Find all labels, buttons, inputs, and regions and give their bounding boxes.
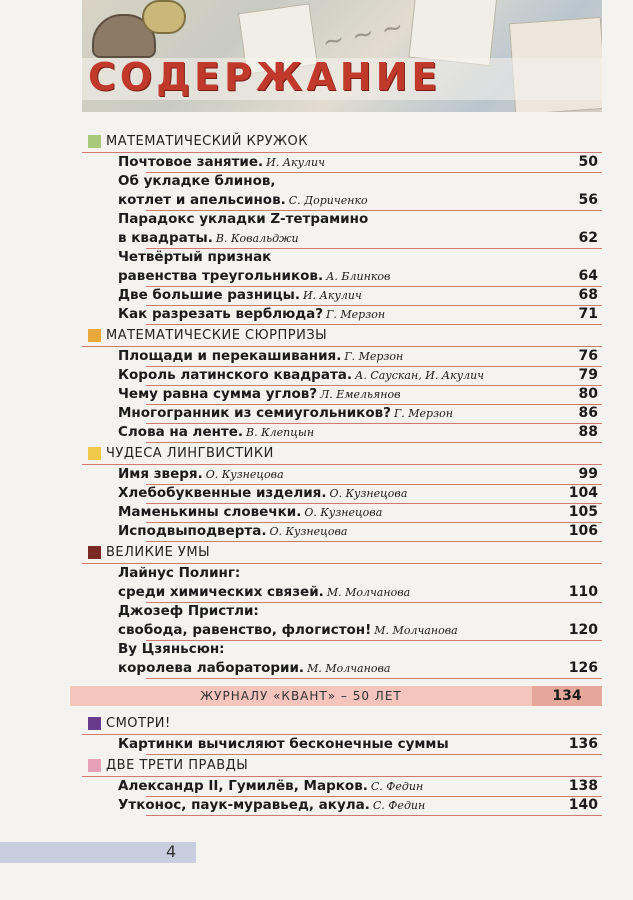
entry-list xyxy=(82,346,602,442)
section-header xyxy=(82,324,602,346)
entry-author: И. Акулич xyxy=(266,156,325,169)
collage-sketch: ~ ~ ~ xyxy=(319,11,407,59)
entry-author: А. Саускан, И. Акулич xyxy=(355,369,485,382)
entry-page-number: 62 xyxy=(578,230,598,246)
section-title: СМОТРИ! xyxy=(106,715,171,731)
section-header xyxy=(82,712,602,734)
entry-title-line: Как разрезать верблюда? xyxy=(118,306,324,322)
entry-author: М. Молчанова xyxy=(307,662,391,675)
toc-entry[interactable] xyxy=(118,347,602,366)
entry-page-number: 126 xyxy=(568,660,598,676)
entry-title xyxy=(118,210,538,248)
page-title: СОДЕРЖАНИЕ xyxy=(88,55,442,99)
entry-title-line: Джозеф Пристли: xyxy=(118,603,259,619)
entry-author: В. Клепцын xyxy=(246,426,315,439)
entry-author: О. Кузнецова xyxy=(329,487,408,500)
entry-title-line: Ву Цзяньсюн: xyxy=(118,641,225,657)
entry-page-number: 136 xyxy=(568,736,598,752)
section-color-marker xyxy=(88,546,101,559)
entry-title xyxy=(118,248,538,286)
toc-entry[interactable] xyxy=(118,484,602,503)
entry-page-number: 140 xyxy=(568,797,598,813)
entry-list xyxy=(82,776,602,815)
entry-author: Г. Мерзон xyxy=(326,308,386,321)
entry-author: Г. Мерзон xyxy=(344,350,404,363)
entry-page-number: 76 xyxy=(578,348,598,364)
section-color-marker xyxy=(88,329,101,342)
entry-title-line: котлет и апельсинов. xyxy=(118,192,286,208)
toc-entry[interactable] xyxy=(118,305,602,324)
toc-entry[interactable] xyxy=(118,423,602,442)
toc-entry[interactable] xyxy=(118,385,602,404)
entry-underline xyxy=(146,815,602,816)
entry-author: О. Кузнецова xyxy=(269,525,348,538)
entry-title xyxy=(118,503,538,522)
entry-title-line: среди химических связей. xyxy=(118,584,324,600)
toc-section xyxy=(82,541,602,678)
entry-author: М. Молчанова xyxy=(374,624,458,637)
entry-title-line: Четвёртый признак xyxy=(118,249,272,265)
entry-title-line: Слова на ленте. xyxy=(118,424,244,440)
entry-title-line: Многогранник из семиугольников? xyxy=(118,405,391,421)
section-header xyxy=(82,130,602,152)
entry-title xyxy=(118,777,538,796)
banner-title: ЖУРНАЛУ «КВАНТ» – 50 ЛЕТ xyxy=(200,689,402,703)
entry-page-number: 99 xyxy=(578,466,598,482)
section-title: МАТЕМАТИЧЕСКИЕ СЮРПРИЗЫ xyxy=(106,327,328,343)
entry-title-line: Исподвыподверта. xyxy=(118,523,267,539)
entry-page-number: 110 xyxy=(568,584,598,600)
entry-title xyxy=(118,385,538,404)
toc-entry[interactable] xyxy=(118,564,602,602)
banner-page-number: 134 xyxy=(532,686,602,706)
entry-page-number: 104 xyxy=(568,485,598,501)
entry-title-line: Александр II, Гумилёв, Марков. xyxy=(118,778,368,794)
entry-page-number: 79 xyxy=(578,367,598,383)
entry-author: В. Ковальджи xyxy=(215,232,299,245)
entry-author: О. Кузнецова xyxy=(205,468,284,481)
toc-entry[interactable] xyxy=(118,602,602,640)
toc-entry[interactable] xyxy=(118,248,602,286)
section-title: ДВЕ ТРЕТИ ПРАВДЫ xyxy=(106,757,249,773)
entry-title-line: в квадраты. xyxy=(118,230,213,246)
toc-entry[interactable] xyxy=(118,366,602,385)
entry-page-number: 68 xyxy=(578,287,598,303)
entry-page-number: 106 xyxy=(568,523,598,539)
entry-page-number: 64 xyxy=(578,268,598,284)
entry-title xyxy=(118,404,538,423)
toc-entry[interactable] xyxy=(118,172,602,210)
toc-section xyxy=(82,324,602,442)
entry-title xyxy=(118,286,538,305)
toc-entry[interactable] xyxy=(118,503,602,522)
section-header xyxy=(82,754,602,776)
page-number: 4 xyxy=(166,842,177,861)
section-header xyxy=(82,442,602,464)
toc-entry[interactable] xyxy=(118,735,602,754)
entry-title xyxy=(118,153,538,172)
entry-title-line: королева лаборатории. xyxy=(118,660,305,676)
entry-title-line: Утконос, паук-муравьед, акула. xyxy=(118,797,370,813)
entry-title xyxy=(118,640,538,678)
entry-page-number: 56 xyxy=(578,192,598,208)
toc-entry[interactable] xyxy=(118,796,602,815)
table-of-contents xyxy=(82,130,602,815)
entry-author: С. Федин xyxy=(370,780,424,793)
entry-title xyxy=(118,366,538,385)
toc-entry[interactable] xyxy=(118,640,602,678)
entry-page-number: 120 xyxy=(568,622,598,638)
entry-title xyxy=(118,172,538,210)
entry-page-number: 71 xyxy=(578,306,598,322)
entry-title xyxy=(118,564,538,602)
entry-title-line: Парадокс укладки Z-тетрамино xyxy=(118,211,369,227)
toc-entry[interactable] xyxy=(118,465,602,484)
entry-title-line: Хлебобуквенные изделия. xyxy=(118,485,327,501)
entry-author: С. Федин xyxy=(372,799,426,812)
entry-page-number: 88 xyxy=(578,424,598,440)
entry-author: О. Кузнецова xyxy=(304,506,383,519)
entry-title-line: Две большие разницы. xyxy=(118,287,300,303)
entry-list xyxy=(82,563,602,678)
entry-author: С. Дориченко xyxy=(288,194,368,207)
entry-list xyxy=(82,464,602,541)
entry-title-line: Король латинского квадрата. xyxy=(118,367,353,383)
entry-title xyxy=(118,465,538,484)
toc-section xyxy=(82,754,602,815)
collage-lamp xyxy=(142,0,186,34)
entry-title xyxy=(118,484,538,503)
toc-section xyxy=(82,442,602,541)
section-color-marker xyxy=(88,135,101,148)
entry-author: Г. Мерзон xyxy=(393,407,453,420)
entry-title-line: Об укладке блинов, xyxy=(118,173,276,189)
entry-page-number: 138 xyxy=(568,778,598,794)
toc-entry[interactable] xyxy=(118,286,602,305)
toc-section xyxy=(82,130,602,324)
entry-title-line: Картинки вычисляют бесконечные суммы xyxy=(118,736,449,752)
section-color-marker xyxy=(88,759,101,772)
entry-title xyxy=(118,522,538,541)
entry-title-line: Чему равна сумма углов? xyxy=(118,386,318,402)
entry-page-number: 86 xyxy=(578,405,598,421)
anniversary-banner[interactable] xyxy=(70,686,602,706)
section-color-marker xyxy=(88,717,101,730)
entry-author: М. Молчанова xyxy=(326,586,411,599)
entry-title xyxy=(118,796,538,815)
entry-title-line: свобода, равенство, флогистон! xyxy=(118,622,372,638)
entry-list xyxy=(82,734,602,754)
entry-title xyxy=(118,347,538,366)
entry-title-line: Почтовое занятие. xyxy=(118,154,264,170)
toc-entry[interactable] xyxy=(118,210,602,248)
section-title: МАТЕМАТИЧЕСКИЙ КРУЖОК xyxy=(106,133,309,149)
entry-author: А. Блинков xyxy=(326,270,391,283)
entry-title-line: Имя зверя. xyxy=(118,466,203,482)
entry-title xyxy=(118,423,538,442)
entry-title xyxy=(118,602,538,640)
section-title: ВЕЛИКИЕ УМЫ xyxy=(106,544,211,560)
page-number-bar xyxy=(0,842,196,863)
entry-page-number: 80 xyxy=(578,386,598,402)
entry-title xyxy=(118,735,538,754)
entry-title xyxy=(118,305,538,324)
entry-author: И. Акулич xyxy=(302,289,362,302)
section-header xyxy=(82,541,602,563)
entry-title-line: равенства треугольников. xyxy=(118,268,324,284)
toc-entry[interactable] xyxy=(118,404,602,423)
section-title: ЧУДЕСА ЛИНГВИСТИКИ xyxy=(106,445,274,461)
entry-list xyxy=(82,152,602,324)
toc-section xyxy=(82,712,602,754)
toc-entry[interactable] xyxy=(118,522,602,541)
entry-author: Л. Емельянов xyxy=(320,388,401,401)
entry-title-line: Маменькины словечки. xyxy=(118,504,302,520)
entry-page-number: 50 xyxy=(578,154,598,170)
toc-entry[interactable] xyxy=(118,777,602,796)
section-color-marker xyxy=(88,447,101,460)
entry-underline xyxy=(146,678,602,679)
entry-page-number: 105 xyxy=(568,504,598,520)
entry-title-line: Лайнус Полинг: xyxy=(118,565,241,581)
entry-title-line: Площади и перекашивания. xyxy=(118,348,342,364)
toc-entry[interactable] xyxy=(118,153,602,172)
